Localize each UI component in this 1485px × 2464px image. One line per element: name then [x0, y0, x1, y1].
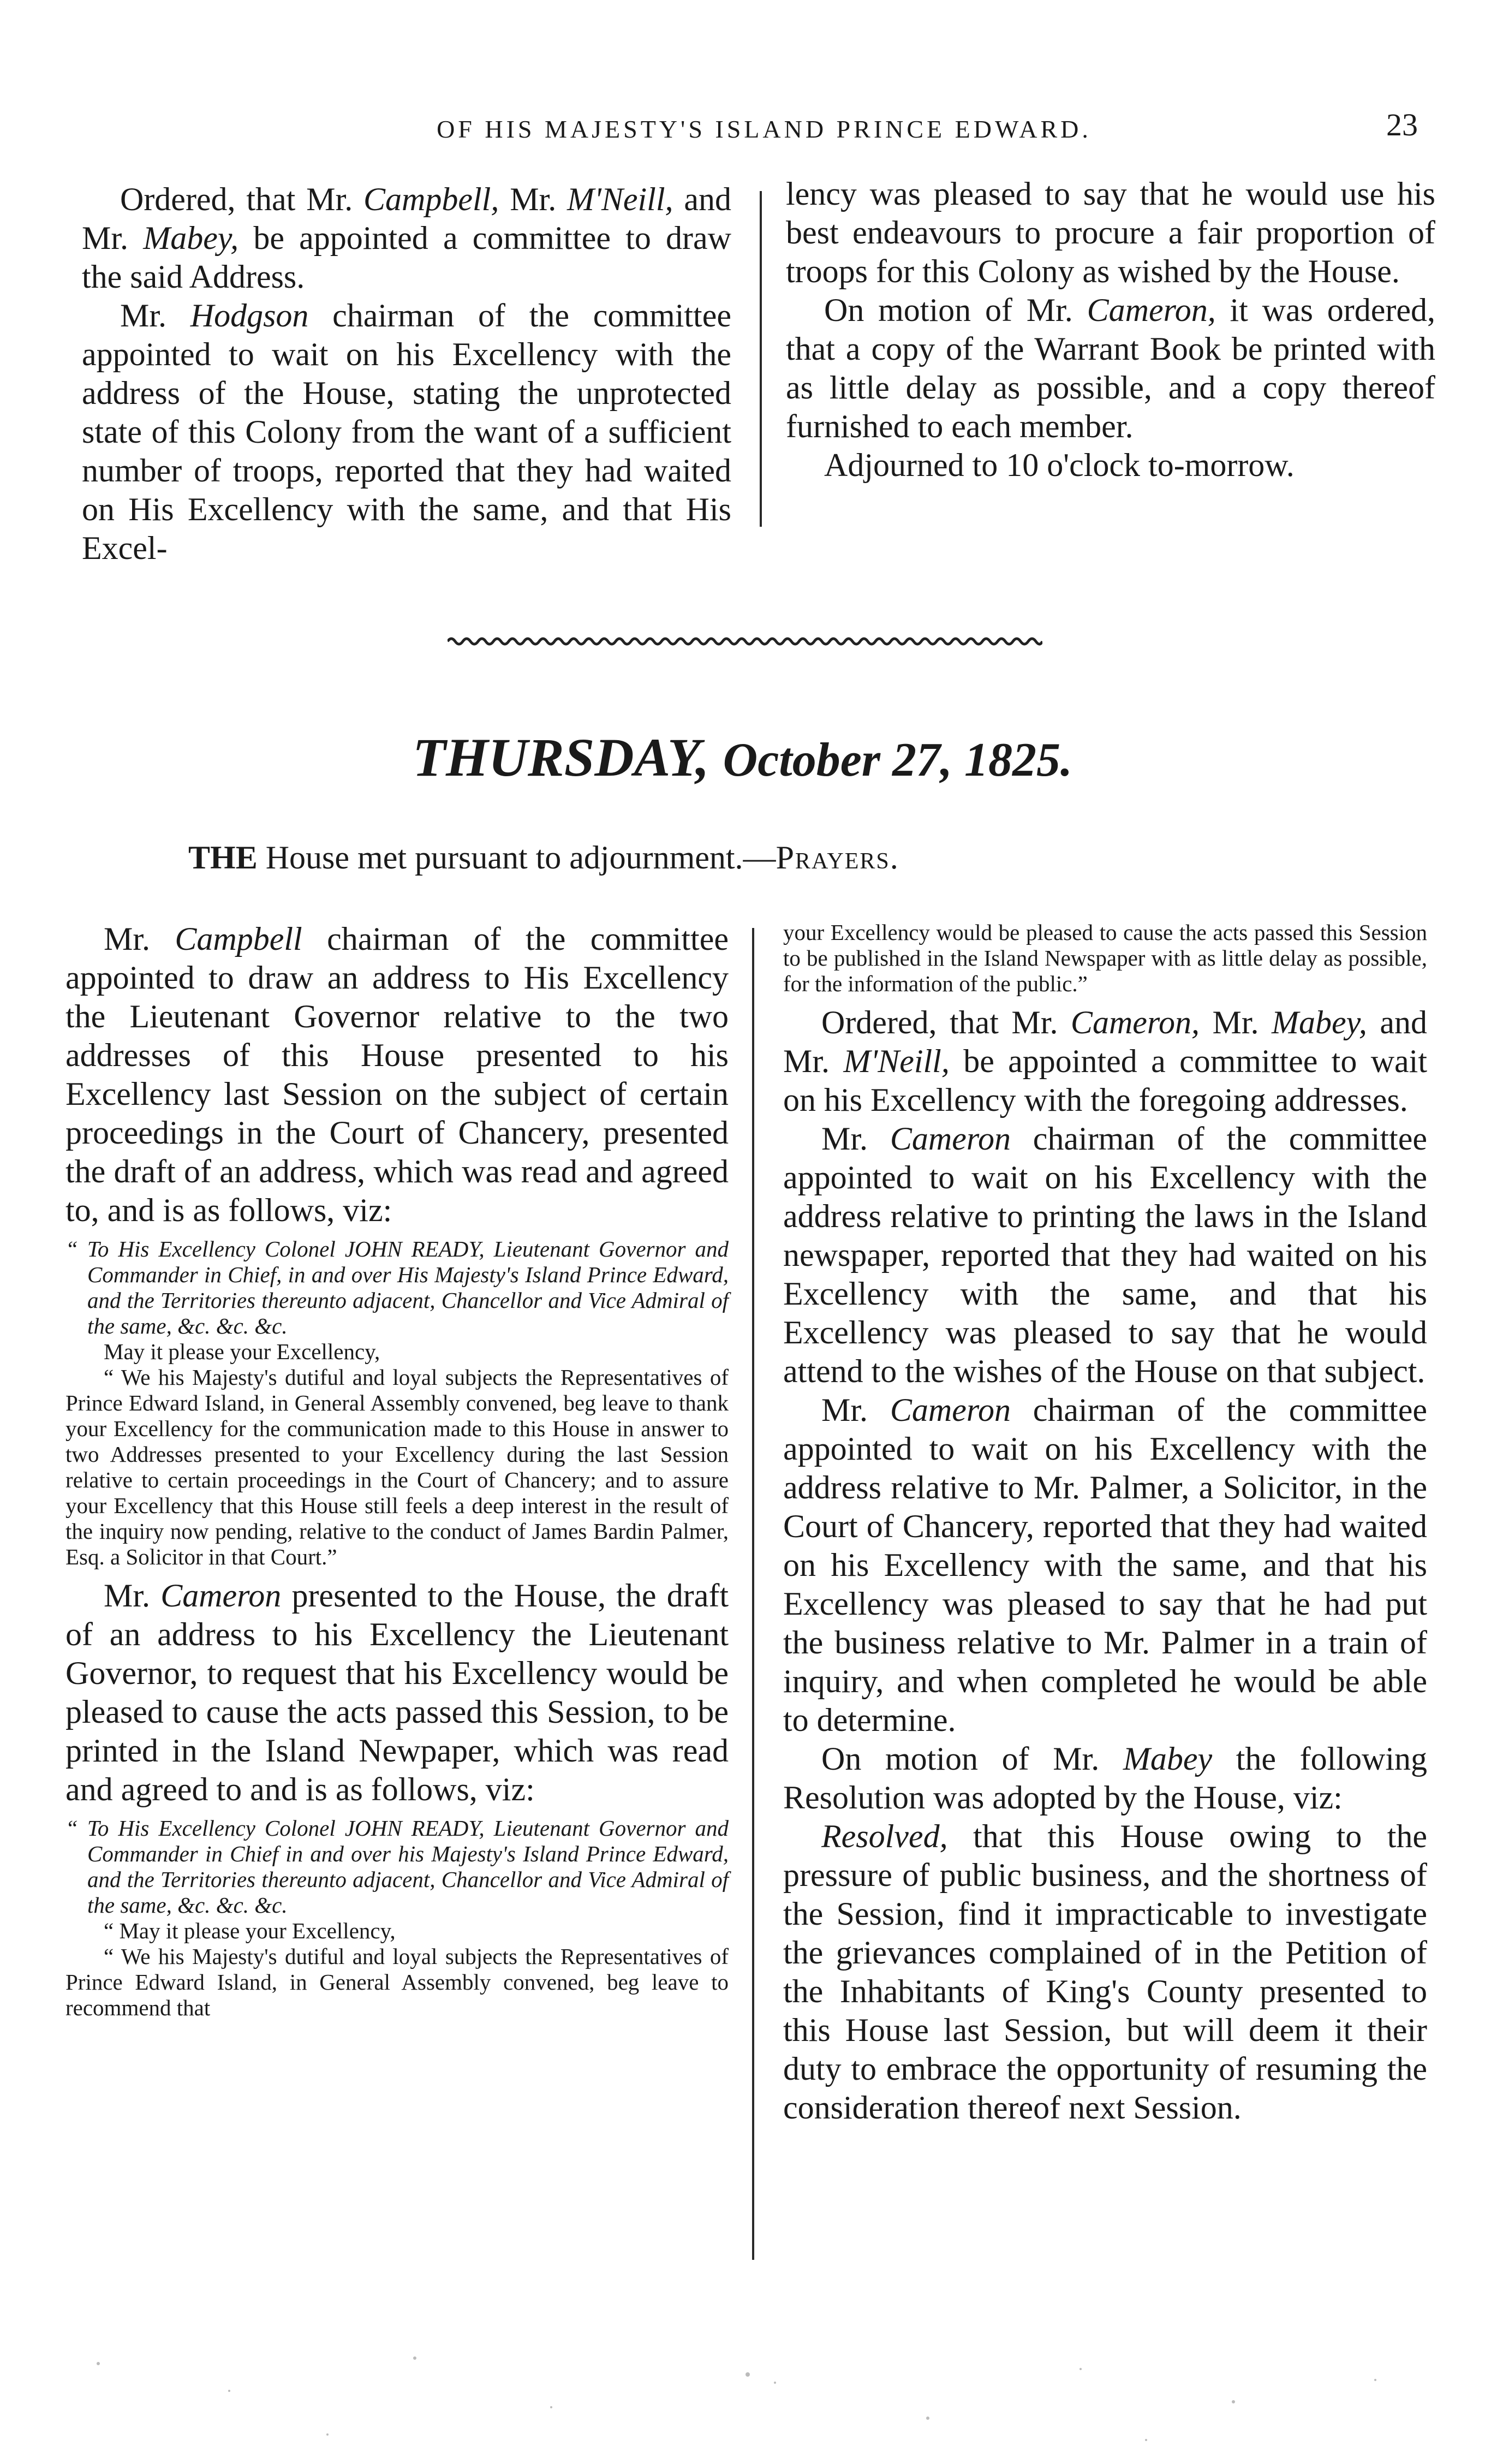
name-mcneill: M'Neill,: [843, 1043, 950, 1079]
lower-right-column: [783, 920, 1427, 2127]
address-two-salutation: “ May it please your Excellency,: [104, 1918, 396, 1943]
address-two-heading: “ To His Excellency Colonel JOHN READY, Lieutenant Governor and Commander in Chief in and over his Majesty's Island Prince Edward, and the Territories thereunto adjacent, Chancellor and Vice Admiral of the same, &c. &c. &c.: [65, 1816, 729, 1918]
address-one-body: “ We his Majesty's dutiful and loyal subjects the Representatives of Prince Edward Island, in General Assembly convened, beg leave to thank your Excellency for the communication made to this House in answer to two Addresses presented to your Excellency during the last Session relative to certain proceedings in the Court of Chancery; and to assure your Excellency that this House still feels a deep interest in the result of the inquiry now pending, relative to the conduct of James Bardin Palmer, Esq. a Solicitor in that Court.”: [65, 1365, 729, 1569]
name-mcneill: M'Neill,: [567, 181, 673, 217]
name-cameron: Cameron: [890, 1392, 1011, 1428]
motion-mabey-paragraph: On motion of Mr. Mabey the following Resolution was adopted by the House, viz:: [783, 1741, 1428, 1816]
name-cameron: Cameron,: [1087, 292, 1216, 328]
name-hodgson: Hodgson: [190, 297, 309, 334]
scan-speckle: [0, 2342, 1485, 2462]
address-one-salutation: May it please your Excellency,: [104, 1339, 380, 1364]
name-campbell: Campbell: [175, 921, 302, 957]
date-headline: [0, 726, 1485, 789]
name-cameron: Cameron,: [1070, 1004, 1200, 1040]
name-mabey: Mabey,: [1271, 1004, 1367, 1040]
name-campbell: Campbell,: [363, 181, 499, 217]
top-right-column: [786, 175, 1435, 485]
palmer-report-paragraph: Mr. Cameron chairman of the committee appointed to wait on his Excellency with the address relative to Mr. Palmer, a Solicitor, in the Court of Chancery, reported that they had waited on his Excellency with the same, and that his Excellency was pleased to say that he had put the business relative to Mr. Palmer in a train of inquiry, and when completed he would be able to determine.: [783, 1392, 1427, 1738]
resolved-paragraph: Resolved, that this House owing to the pressure of public business, and the shortness of the Session, find it impracticable to investigate the grievances complained of in the Petition of the Inhabitants of King's County presented to this House last Session, but will deem it their duty to embrace the opportunity of resuming the consideration thereof next Session.: [783, 1818, 1427, 2126]
address-one-heading: “ To His Excellency Colonel JOHN READY, Lieutenant Governor and Commander in Chief, in and over His Majesty's Island Prince Edward, and the Territories thereunto adjacent, Chancellor and Vice Admiral of the same, &c. &c. &c.: [65, 1236, 729, 1338]
campbell-address-paragraph: Mr. Campbell chairman of the committee appointed to draw an address to His Excellency the Lieutenant Governor relative to the two addresses of this House presented to his Excellency last Session on the subject of certain proceedings in the Court of Chancery, presented the draft of an address, which was read and agreed to, and is as follows, viz:: [65, 921, 729, 1228]
name-cameron: Cameron: [160, 1578, 282, 1614]
ornamental-rule: [448, 634, 1042, 648]
running-title: OF HIS MAJESTY'S ISLAND PRINCE EDWARD.: [437, 115, 1092, 143]
house-met-line: THE House met pursuant to adjournment.—Prayers.: [188, 840, 899, 876]
resolved-label: Resolved,: [821, 1818, 948, 1854]
headline-day: THURSDAY,: [412, 727, 709, 788]
address-two-continuation: your Excellency would be pleased to cause the acts passed this Session to be published in the Island Newspaper with as little delay as possible, for the information of the public.”: [783, 920, 1427, 996]
column-divider-top: [760, 191, 762, 527]
column-divider-lower: [752, 928, 754, 2260]
troops-reply-paragraph: lency was pleased to say that he would use his best endeavours to procure a fair proportion of troops for this Colony as wished by the House.: [786, 176, 1435, 289]
cameron-draft-paragraph: Mr. Cameron presented to the House, the draft of an address to his Excellency the Lieutenant Governor, to request that his Excellency would be pleased to cause the acts passed this Session, to be printed in the Island Newpaper, which was read and agreed to and is as follows, viz:: [65, 1578, 729, 1807]
address-two-body: “ We his Majesty's dutiful and loyal subjects the Representatives of Prince Edward Island, in General Assembly convened, beg leave to recommend that: [65, 1944, 729, 2020]
name-cameron: Cameron: [890, 1121, 1011, 1157]
page-number: 23: [1386, 107, 1418, 142]
printing-laws-report-paragraph: Mr. Cameron chairman of the committee appointed to wait on his Excellency with the address relative to printing the laws in the Island newspaper, reported that they had waited on his Excellency with the same, and that his Excellency was pleased to say that he would attend to the wishes of the House on that subject.: [783, 1121, 1427, 1389]
ordered-wait-paragraph: Ordered, that Mr. Cameron, Mr. Mabey, and Mr. M'Neill, be appointed a committee to wait on his Excellency with the foregoing addresses.: [783, 1004, 1427, 1118]
adjourned-line: Adjourned to 10 o'clock to-morrow.: [824, 447, 1295, 483]
headline-date: October 27, 1825.: [723, 734, 1073, 787]
ordered-committee-paragraph: Ordered, that Mr. Campbell, Mr. M'Neill, and Mr. Mabey, be appointed a committee to draw the said Address.: [82, 181, 731, 295]
top-left-column: [82, 180, 731, 568]
warrant-book-paragraph: On motion of Mr. Cameron, it was ordered, that a copy of the Warrant Book be printed with as little delay as possible, and a copy thereof furnished to each member.: [786, 292, 1436, 444]
prayers-label: Prayers.: [776, 840, 899, 876]
name-mabey: Mabey: [1123, 1741, 1213, 1777]
lower-left-column: [65, 920, 729, 2021]
name-mabey: Mabey,: [143, 220, 239, 256]
hodgson-report-paragraph: Mr. Hodgson chairman of the committee appointed to wait on his Excellency with the address of the House, stating the unprotected state of this Colony from the want of a sufficient number of troops, reported that they had waited on His Excellency with the same, and that His Excel-: [82, 297, 731, 566]
